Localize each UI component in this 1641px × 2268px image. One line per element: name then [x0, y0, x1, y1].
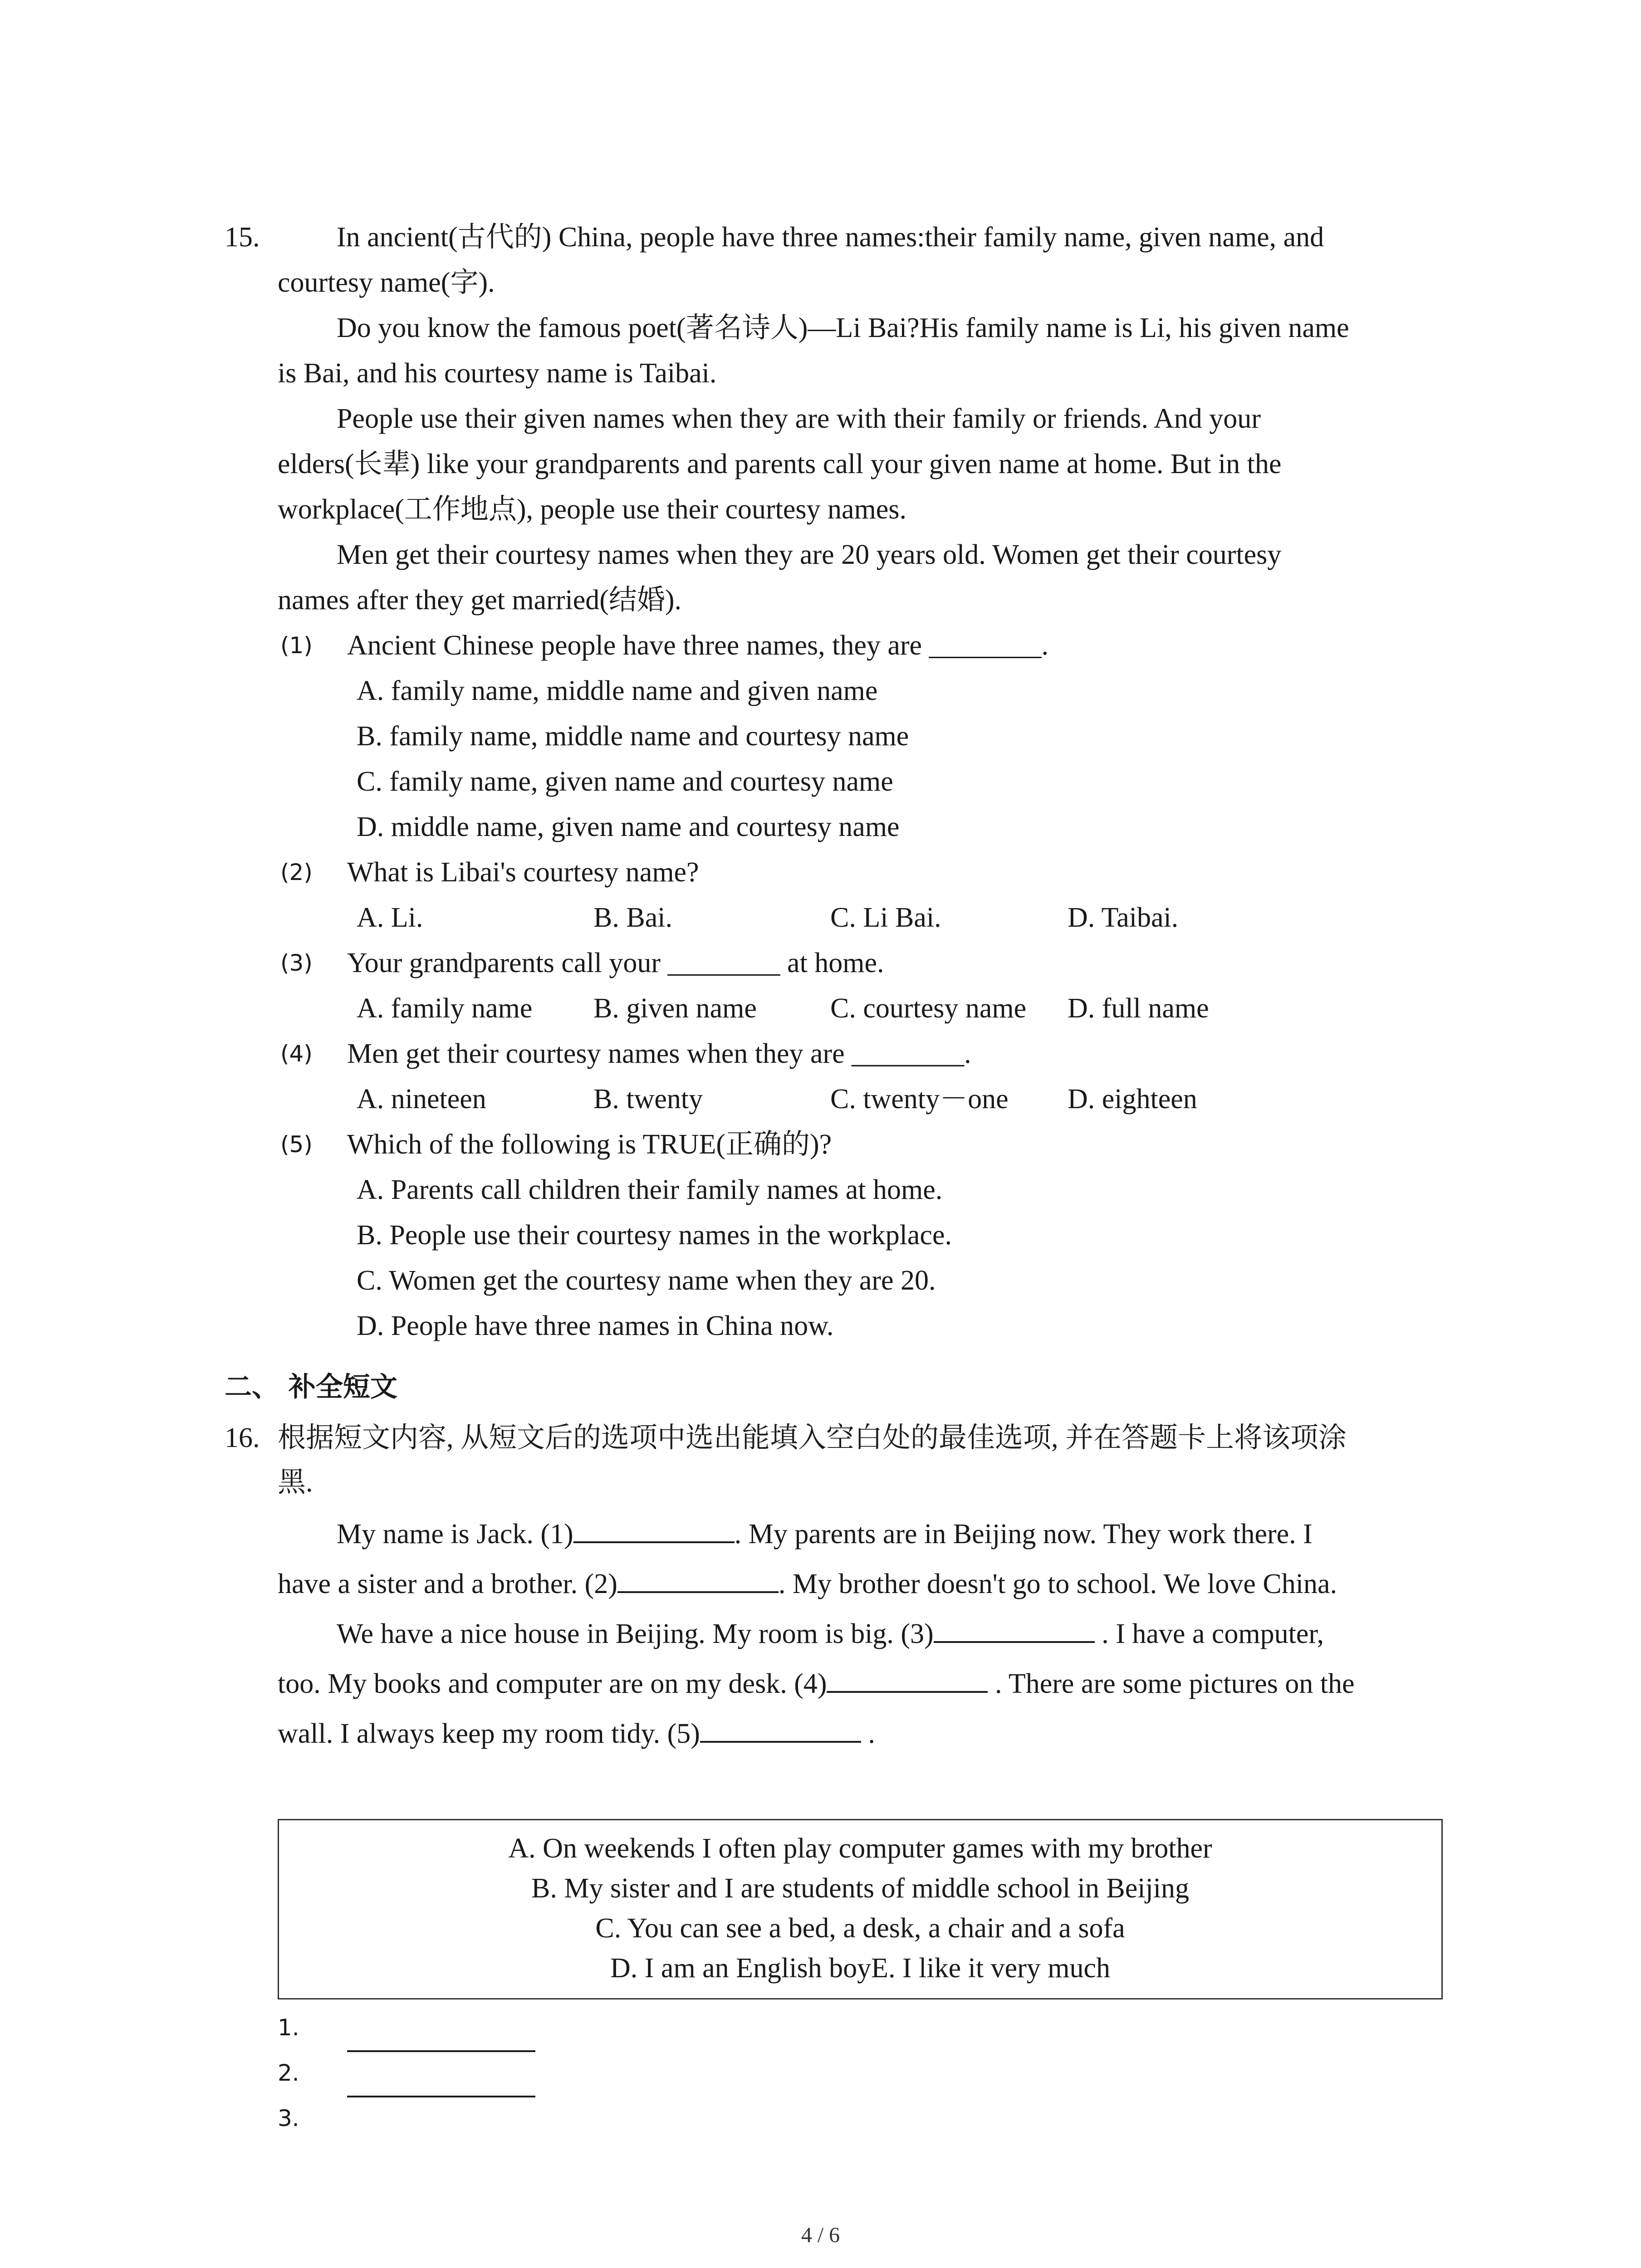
answer-option: C. family name, given name and courtesy name — [357, 766, 893, 797]
cloze-text: have a sister and a brother. (2) — [278, 1569, 617, 1599]
sub-question-number: (5) — [280, 1131, 313, 1158]
sub-question-number: (1) — [280, 632, 313, 659]
answer-option: B. given name — [593, 993, 757, 1024]
box-option: A. On weekends I often play computer games with my brother — [508, 1833, 1212, 1864]
sub-question-stem: Men get their courtesy names when they are ________. — [347, 1038, 971, 1069]
cloze-text: wall. I always keep my room tidy. (5) — [278, 1718, 700, 1749]
cloze-text: . My parents are in Beijing now. They work there. I — [734, 1519, 1313, 1549]
sub-question-number: (2) — [280, 859, 313, 885]
passage-line: courtesy name(字). — [278, 267, 495, 298]
answer-label: 2. — [278, 2060, 299, 2086]
answer-option: B. Bai. — [593, 902, 672, 933]
cloze-line — [337, 1511, 1313, 1557]
passage-line: workplace(工作地点), people use their courtesy names. — [278, 494, 906, 525]
cloze-text: We have a nice house in Beijing. My room is big. (3) — [337, 1618, 934, 1649]
sub-question-stem: What is Libai's courtesy name? — [347, 857, 699, 888]
cloze-text: . My brother doesn't go to school. We love China. — [778, 1569, 1337, 1599]
answer-option: D. eighteen — [1068, 1084, 1197, 1114]
answer-option: A. family name, middle name and given name — [357, 675, 878, 706]
cloze-blank-1 — [573, 1515, 735, 1543]
cloze-line — [337, 1611, 1324, 1657]
answer-line-2 — [347, 2096, 535, 2097]
cloze-blank-3 — [934, 1615, 1095, 1643]
cloze-line — [278, 1561, 1337, 1607]
page-number: 4 / 6 — [801, 2223, 840, 2247]
answer-option: C. Li Bai. — [830, 902, 941, 933]
answer-option: C. twenty－one — [830, 1084, 1009, 1114]
sub-question-number: (3) — [280, 950, 313, 976]
answer-option: C. courtesy name — [830, 993, 1027, 1024]
passage-line: elders(长辈) like your grandparents and parents call your given name at home. But in the — [278, 449, 1282, 479]
answer-option: D. middle name, given name and courtesy name — [357, 811, 900, 842]
cloze-line — [278, 1711, 875, 1756]
answer-option: A. Parents call children their family names at home. — [357, 1174, 943, 1205]
cloze-text: . There are some pictures on the — [988, 1668, 1355, 1699]
answer-label: 3. — [278, 2105, 299, 2131]
passage-line: In ancient(古代的) China, people have three names:their family name, given name, and — [337, 222, 1324, 253]
passage-line: Men get their courtesy names when they are 20 years old. Women get their courtesy — [337, 539, 1282, 570]
answer-label: 1. — [278, 2014, 299, 2041]
question-number-15: 15. — [225, 222, 260, 253]
box-option: B. My sister and I are students of middle school in Beijing — [531, 1873, 1189, 1904]
box-option: C. You can see a bed, a desk, a chair and a sofa — [595, 1913, 1125, 1944]
instruction-line: 根据短文内容, 从短文后的选项中选出能填入空白处的最佳选项, 并在答题卡上将该项涂 — [278, 1422, 1347, 1453]
box-option: D. I am an English boyE. I like it very much — [610, 1953, 1110, 1984]
cloze-text: too. My books and computer are on my desk. (4) — [278, 1668, 827, 1699]
passage-line: People use their given names when they are with their family or friends. And your — [337, 403, 1261, 434]
cloze-text: My name is Jack. (1) — [337, 1519, 573, 1549]
sub-question-stem: Which of the following is TRUE(正确的)? — [347, 1129, 832, 1160]
cloze-blank-5 — [700, 1715, 861, 1743]
answer-option: B. twenty — [593, 1084, 703, 1114]
section-heading: 二、 补全短文 — [225, 1371, 397, 1403]
instruction-line: 黑. — [278, 1467, 313, 1498]
answer-option: D. Taibai. — [1068, 902, 1179, 933]
passage-line: is Bai, and his courtesy name is Taibai. — [278, 358, 717, 389]
answer-option: A. nineteen — [357, 1084, 486, 1114]
cloze-blank-2 — [617, 1565, 779, 1593]
passage-line: Do you know the famous poet(著名诗人)—Li Bai?His family name is Li, his given name — [337, 313, 1349, 343]
cloze-text: . I have a computer, — [1094, 1618, 1324, 1649]
sub-question-number: (4) — [280, 1041, 313, 1067]
passage-line: names after they get married(结婚). — [278, 585, 682, 616]
cloze-text: . — [861, 1718, 875, 1749]
answer-option: B. People use their courtesy names in the workplace. — [357, 1220, 952, 1251]
answer-option: D. full name — [1068, 993, 1209, 1024]
answer-option: D. People have three names in China now. — [357, 1310, 834, 1341]
answer-option: A. family name — [357, 993, 533, 1024]
question-number-16: 16. — [225, 1422, 260, 1453]
answer-line-1 — [347, 2050, 535, 2052]
answer-option: C. Women get the courtesy name when they are 20. — [357, 1265, 936, 1296]
sub-question-stem: Ancient Chinese people have three names, they are ________. — [347, 630, 1049, 661]
cloze-line — [278, 1661, 1354, 1706]
cloze-blank-4 — [827, 1665, 988, 1693]
answer-option: A. Li. — [357, 902, 423, 933]
sub-question-stem: Your grandparents call your ________ at home. — [347, 948, 884, 978]
options-box — [278, 1819, 1443, 1999]
answer-option: B. family name, middle name and courtesy name — [357, 721, 909, 752]
